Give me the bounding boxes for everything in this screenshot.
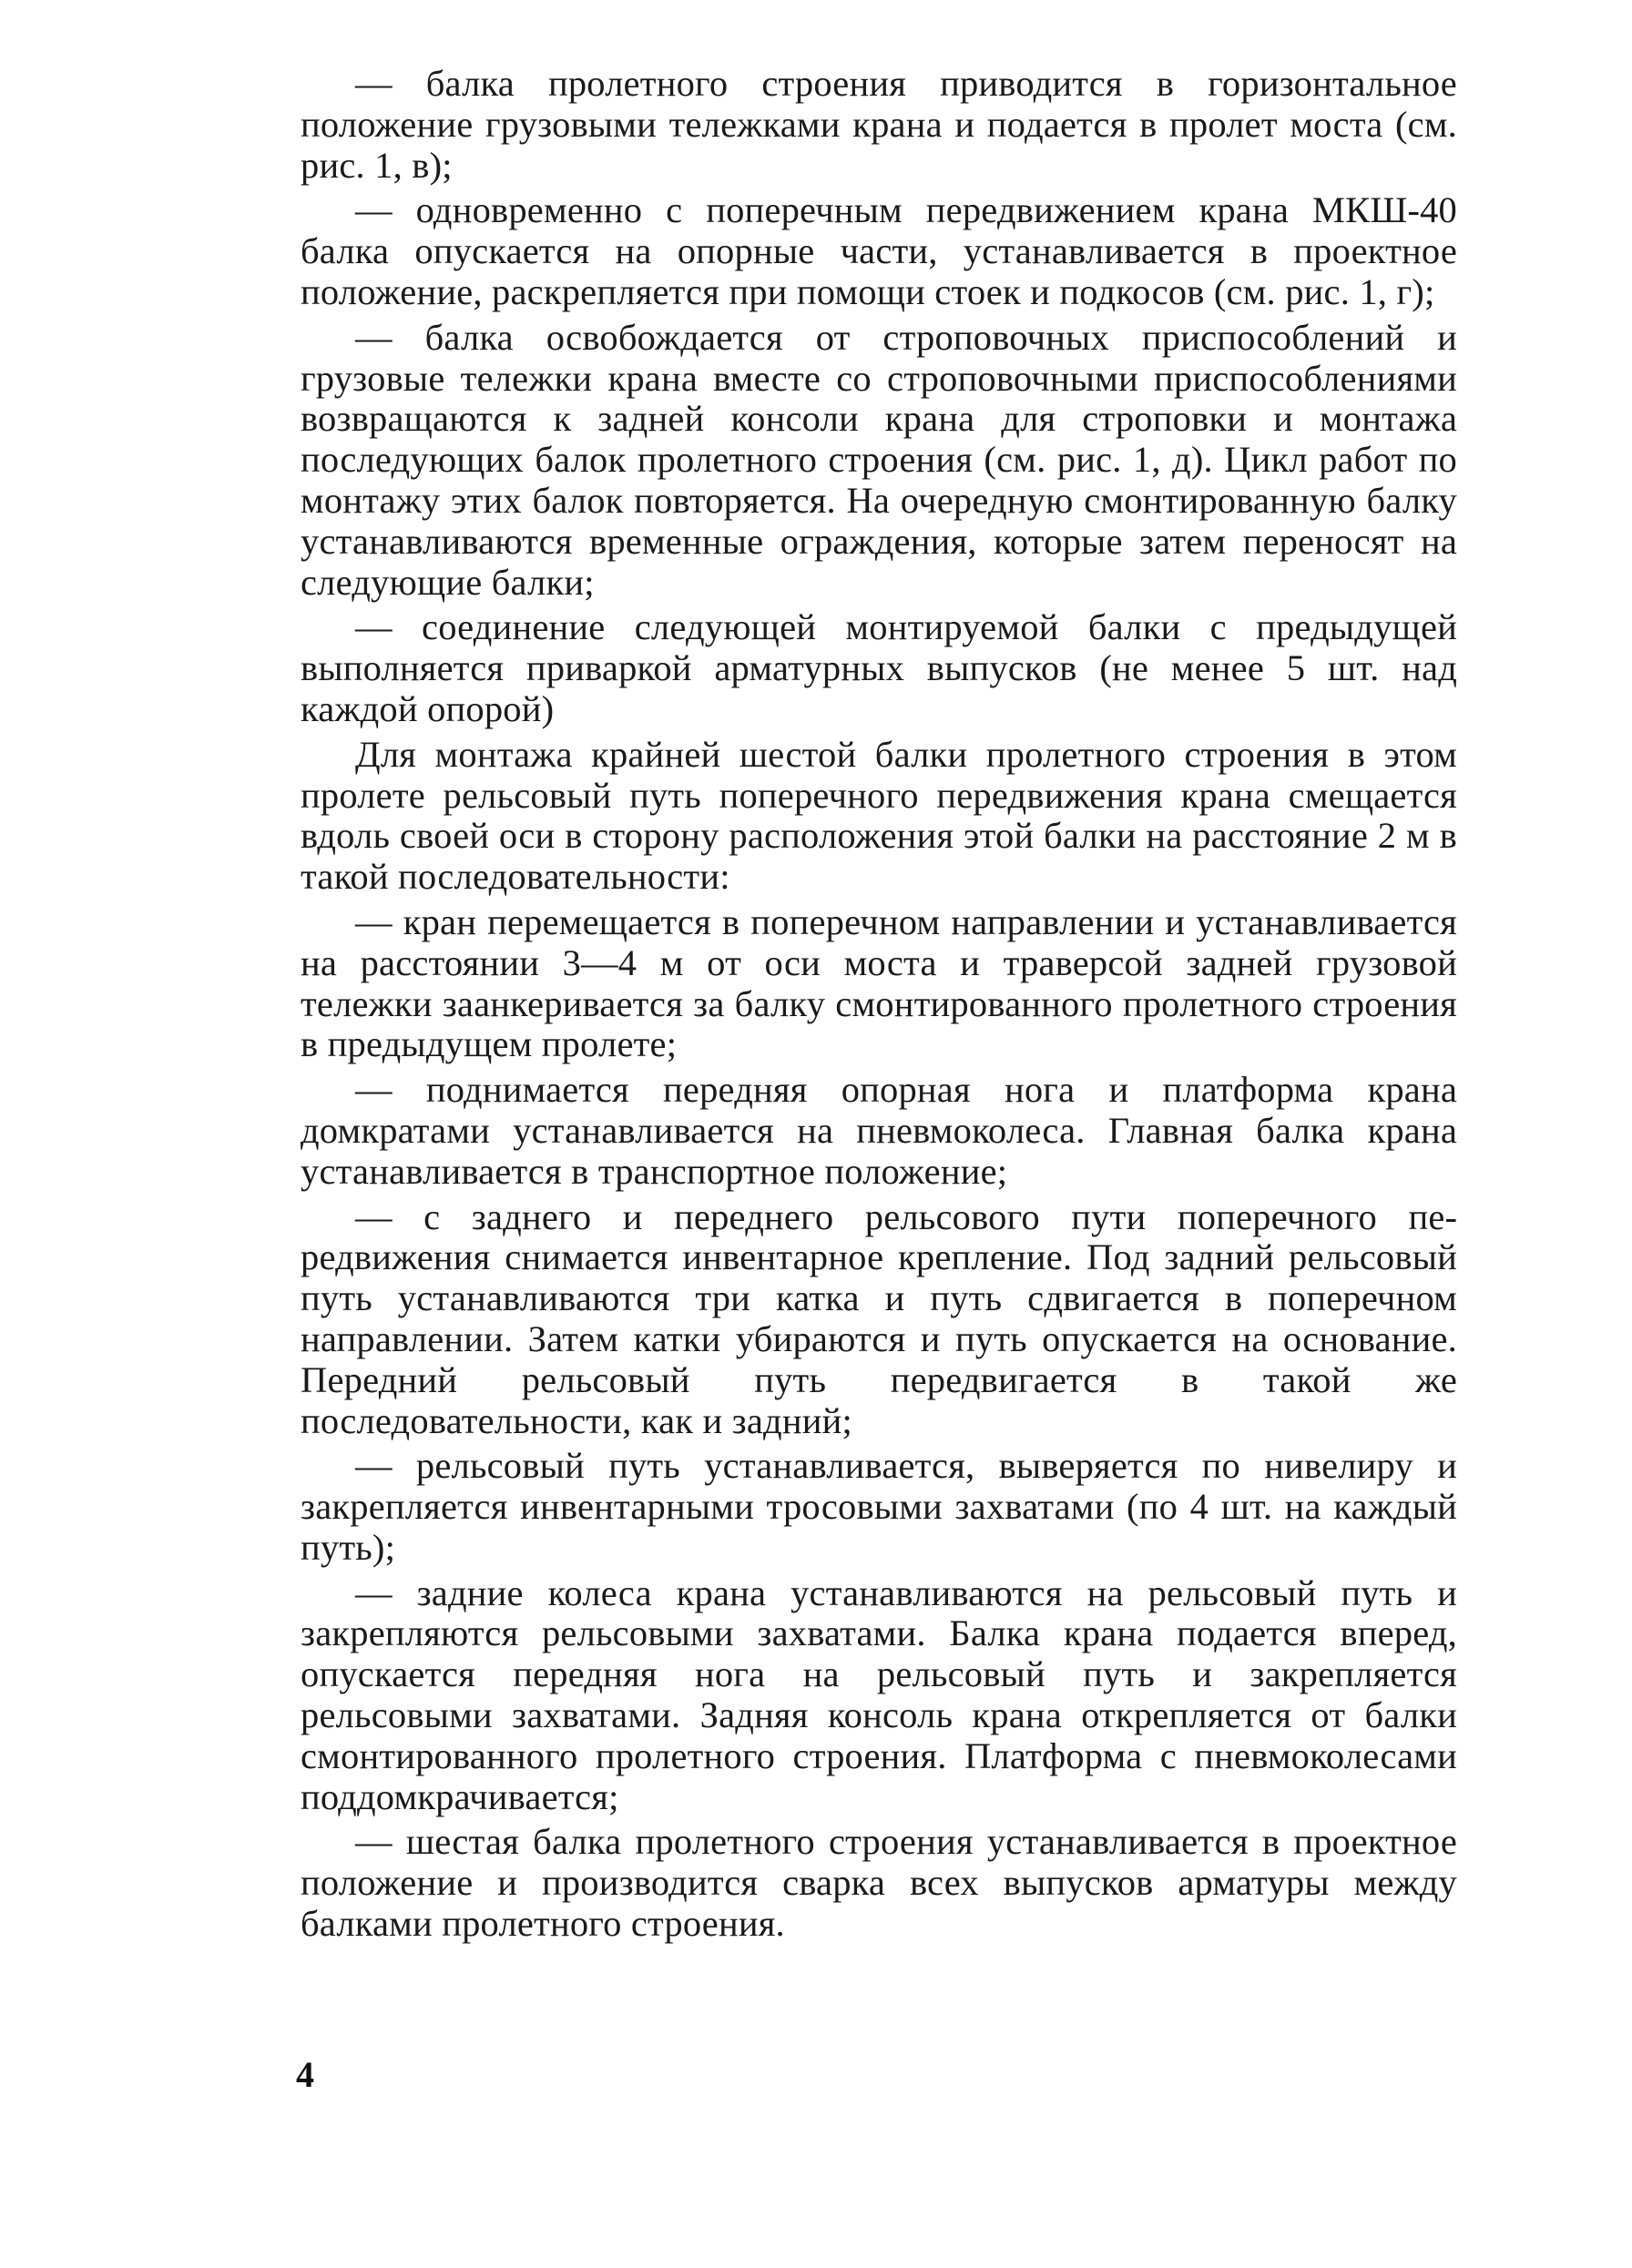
page-number: 4 — [296, 2054, 314, 2095]
paragraph-8: — с заднего и переднего рельсового пути поперечного передвижения снимается инвентарное крепление. Под задний рельсовый путь устанавливаются три катка и путь сдвигается в поперечном направлении. Затем катки убираются и путь опускается на основание. Передний рельсовый путь передвигается в такой же последовательности, как и задний; — [301, 1195, 1457, 1441]
paragraph-1: — балка пролетного строения приводится в горизонтальное положение грузовыми тележками крана и подается в пролет моста (см. рис. 1, в); — [301, 63, 1457, 186]
paragraph-6: — кран перемещается в поперечном направлении и устанавливается на расстоянии 3—4 м от оси моста и траверсой задней грузовой тележки заанкеривается за балку смонтированного пролетного строения в предыдущем пролете; — [301, 900, 1457, 1065]
paragraph-7: — поднимается передняя опорная нога и платформа крана домкратами устанавливается на пневмоколеса. Главная балка крана устанавливается в транспортное положение; — [301, 1069, 1457, 1192]
paragraph-11: — шестая балка пролетного строения устанавливается в проектное положение и производится сварка всех выпусков арматуры между балками пролетного строения. — [301, 1821, 1457, 1945]
paragraph-3: — балка освобождается от строповочных приспособлений и грузовые тележки крана вместе со строповочными приспособлениями возвращаются к задней консоли крана для строповки и монтажа последующих балок пролетного строения (см. рис. 1, д). Цикл работ по монтажу этих балок повторяется. На очередную смонтированную балку устанавливаются временные ограждения, которые затем переносят на следующие балки; — [301, 316, 1457, 603]
paragraph-5: Для монтажа крайней шестой балки пролетного строения в этом пролете рельсовый путь поперечного передвижения крана смещается вдоль своей оси в сторону расположения этой балки на расстояние 2 м в такой последовательности: — [301, 733, 1457, 898]
paragraph-4: — соединение следующей монтируемой балки с предыдущей выполняется приваркой арматурных выпусков (не менее 5 шт. над каждой опорой) — [301, 606, 1457, 729]
document-page — [301, 64, 1457, 1949]
paragraph-10: — задние колеса крана устанавливаются на рельсовый путь и закрепляются рельсовыми захватами. Балка крана подается вперед, опускается передняя нога на рельсовый путь и закрепляется рельсовыми захватами. Задняя консоль крана открепляется от балки смонтированного пролетного строения. Платформа с пневмоколесами поддомкрачивается; — [301, 1571, 1457, 1817]
paragraph-2: — одновременно с поперечным передвижением крана МКШ-40 балка опускается на опорные части, устанавливается в проектное положение, раскрепляется при помощи стоек и подкосов (см. рис. 1, г); — [301, 189, 1457, 312]
paragraph-9: — рельсовый путь устанавливается, выверяется по нивелиру и закрепляется инвентарными тросовыми захватами (по 4 шт. на каждый путь); — [301, 1445, 1457, 1568]
